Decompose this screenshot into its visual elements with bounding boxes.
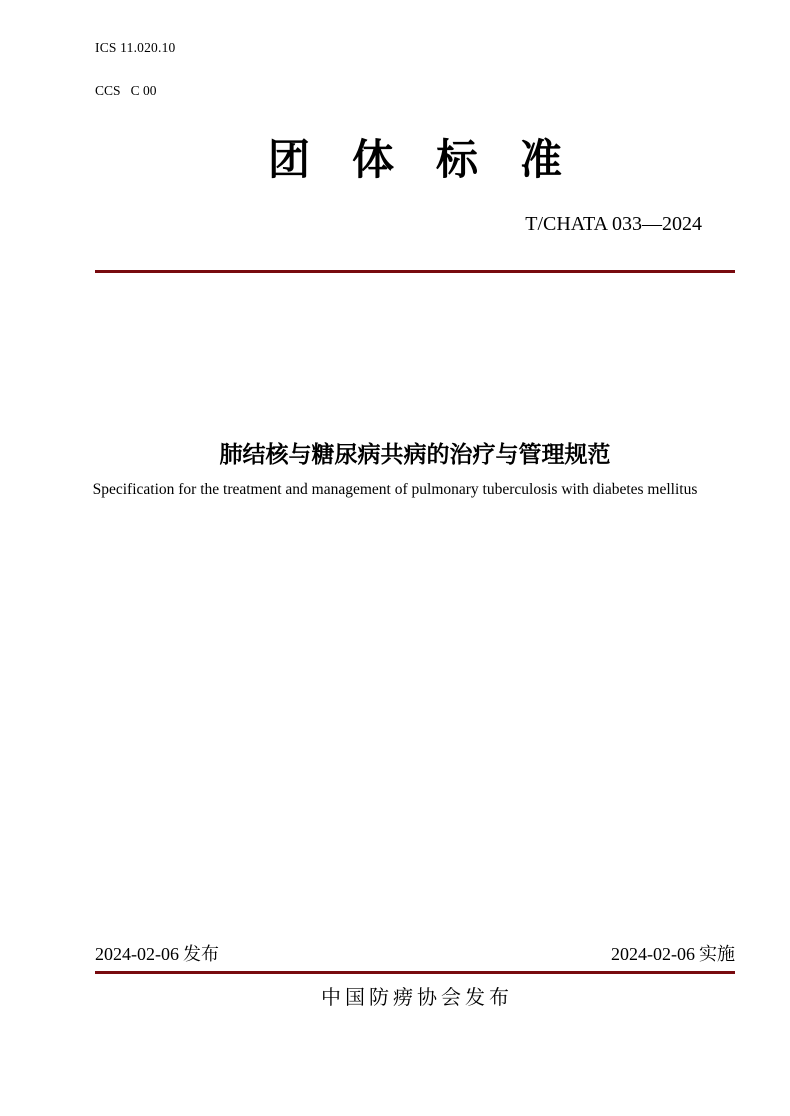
issue-date: 2024-02-06 xyxy=(95,944,179,964)
implementation-date-group xyxy=(611,944,735,966)
header-rule xyxy=(95,270,735,273)
implementation-date: 2024-02-06 xyxy=(611,944,695,964)
publisher-line: 中国防痨协会发布 xyxy=(321,987,513,1009)
standard-number: T/CHATA 033—2024 xyxy=(525,213,702,235)
implementation-date-label: 实施 xyxy=(699,944,735,964)
ccs-code: CCS C 00 xyxy=(95,83,157,98)
issue-date-label: 发布 xyxy=(183,944,219,964)
doc-type-heading: 团体标准 xyxy=(267,136,604,183)
ics-code: ICS 11.020.10 xyxy=(95,40,176,55)
doc-title-zh: 肺结核与糖尿病共病的治疗与管理规范 xyxy=(219,441,611,467)
footer-rule xyxy=(95,971,735,974)
issue-date-group xyxy=(95,944,219,966)
doc-title-en: Specification for the treatment and management of pulmonary tuberculosis with diabetes mellitus xyxy=(92,481,698,498)
footer-dates-row xyxy=(95,944,735,966)
